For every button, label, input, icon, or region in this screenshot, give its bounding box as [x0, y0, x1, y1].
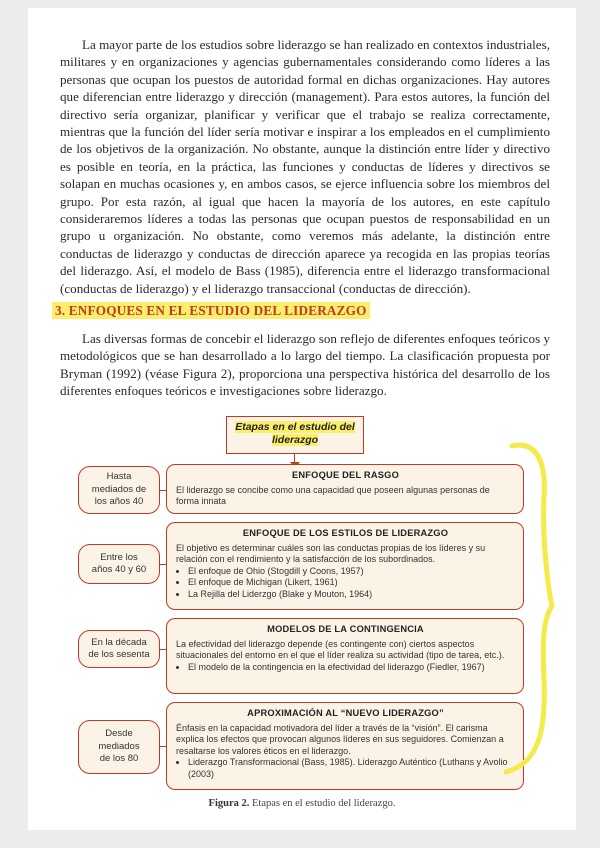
stage-heading: APROXIMACIÓN AL “NUEVO LIDERAZGO” — [247, 708, 444, 718]
era-label-1: Hasta mediados de los años 40 — [78, 466, 160, 514]
stage-bullet-list — [176, 566, 515, 601]
caption-text: Etapas en el estudio del liderazgo. — [252, 798, 396, 809]
stage-bullet: • Liderazgo Transformacional (Bass, 1985). Liderazgo Auténtico (Luthans y Avolio (2003) — [188, 757, 515, 780]
era-label-4: Desde mediados de los 80 — [78, 720, 160, 774]
document-page — [28, 8, 576, 830]
stage-heading: ENFOQUE DE LOS ESTILOS DE LIDERAZGO — [242, 528, 449, 538]
stage-bullet: • El enfoque de Ohio (Stogdill y Coons, 1957) — [188, 566, 515, 578]
era-label-3: En la década de los sesenta — [78, 630, 160, 668]
stage-text: Énfasis en la capacidad motivadora del líder a través de la “visión”. El carisma explica los efectos que provocan algunos líderes en sus seguidores. Comienzan a resaltarse los valores éticos en el liderazgo. — [176, 722, 504, 756]
section-heading: 3. ENFOQUES EN EL ESTUDIO DEL LIDERAZGO — [52, 302, 370, 319]
stage-bullet-list — [176, 662, 515, 674]
stage-box-new-leadership — [166, 702, 524, 790]
stage-bullet: • El modelo de la contingencia en la efectividad del liderazgo (Fiedler, 1967) — [188, 662, 515, 674]
yellow-brace-annotation — [500, 438, 560, 778]
stage-text: La efectividad del liderazgo depende (es contingente con) ciertos aspectos situacionales del entorno en el que el líder realiza su actividad (tipo de tarea, etc.). — [176, 638, 505, 661]
stage-text: El liderazgo se concibe como una capacidad que poseen algunas personas de forma innata — [176, 484, 490, 507]
stage-bullet: • La Rejilla del Liderzgo (Blake y Mouton, 1964) — [188, 589, 515, 601]
stage-heading: MODELOS DE LA CONTINGENCIA — [267, 624, 424, 634]
stage-text: El objetivo es determinar cuáles son las conductas propias de los líderes y su relación con el rendimiento y la satisfacción de los subordinados. — [176, 542, 486, 565]
era-label-2: Entre los años 40 y 60 — [78, 544, 160, 584]
figure-title-box — [226, 416, 364, 454]
figure-caption — [28, 798, 576, 809]
stage-box-trait — [166, 464, 524, 514]
stage-bullet-list — [176, 757, 515, 780]
caption-label: Figura 2. — [208, 798, 250, 809]
stage-box-contingency — [166, 618, 524, 694]
body-paragraph-1: La mayor parte de los estudios sobre liderazgo se han realizado en contextos industriales, militares y en organizaciones y agencias gubernamentales considerando como líderes a las personas que ocupan los puestos de autoridad formal en dichas organizaciones. Hay autores que diferencian entre liderazgo y dirección (management). Para estos autores, la función del directivo sería organizar, planificar y verificar que el trabajo se realiza correctamente, mientras que la función del líder sería motivar e inspirar a los empleados en el cumplimiento de los objetivos de la organización. No obstante, aunque la distinción entre líder y directivo es posible en teoría, en la práctica, las funciones y conductas de líderes y directivos se solapan en muchas ocasiones y, en ambos casos, se ejerce influencia sobre los miembros del grupo. Por esta razón, al igual que hacen la mayoría de los autores, en este capítulo consideraremos líderes a todas las personas que ocupan puestos de responsabilidad en un grupo u organización. No obstante, como veremos más adelante, la distinción entre conductas de liderazgo y conductas de dirección aparece ya recogida en las propias teorías del liderazgo. Así, el modelo de Bass (1985), diferencia entre el liderazgo transformacional (conductas de liderazgo) y el liderazgo transaccional (conductas de dirección). — [60, 37, 550, 296]
stage-heading: ENFOQUE DEL RASGO — [291, 470, 400, 480]
body-paragraph-2: Las diversas formas de concebir el liderazgo son reflejo de diferentes enfoques teóricos y metodológicos que se han desarrollado a lo largo del tiempo. La clasificación propuesta por Bryman (1992) (véase Figura 2), proporciona una perspectiva histórica del desarrollo de los diferentes enfoques teóricos e investigaciones sobre liderazgo. — [60, 331, 550, 399]
figure-title: Etapas en el estudio del liderazgo — [235, 421, 355, 446]
stage-box-styles — [166, 522, 524, 610]
stage-bullet: • El enfoque de Michigan (Likert, 1961) — [188, 577, 515, 589]
